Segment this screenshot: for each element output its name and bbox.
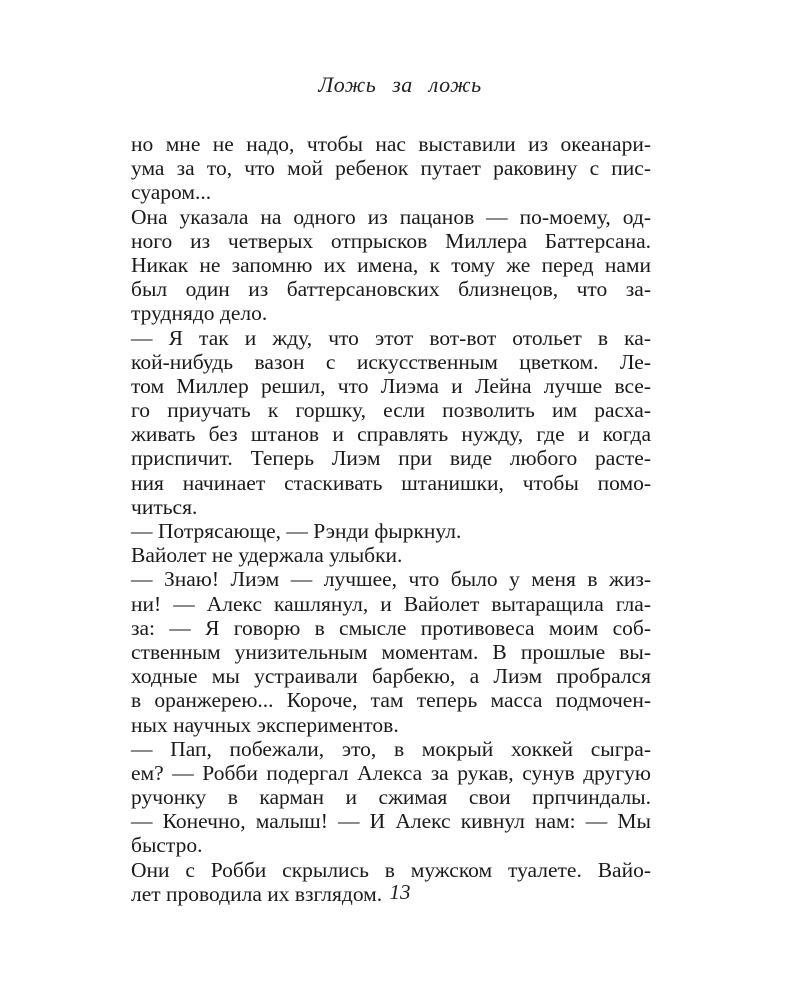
text-line: Они с Робби скрылись в мужском туалете. Вайо- (131, 857, 651, 882)
page-number: 13 (389, 880, 411, 904)
text-line: — Знаю! Лиэм — лучшее, что было у меня в жиз- (131, 567, 651, 592)
text-line: лет проводила их взглядом. (131, 881, 383, 906)
text-line: — Потрясающе, — Рэнди фыркнул. (131, 519, 462, 543)
text-line: ния начинает стаскивать штанишки, чтобы помо- (131, 470, 651, 495)
text-line: кой-нибудь вазон с искусственным цветком. Ле- (131, 349, 651, 374)
text-line: в оранжерею... Короче, там теперь масса подмочен- (131, 688, 651, 713)
text-line: — Я так и жду, что этот вот-вот отольет в ка- (131, 325, 651, 350)
text-line: ем? — Робби подергал Алекса за рукав, сунув другую (131, 760, 651, 785)
text-line: приспичит. Теперь Лиэм при виде любого расте- (131, 446, 651, 471)
text-line: Вайолет не удержала улыбки. (131, 543, 403, 568)
body-text (131, 132, 651, 906)
text-line: ума за то, что мой ребенок путает раковину с пис- (131, 156, 651, 181)
text-line: но мне не надо, чтобы нас выставили из океанари- (131, 132, 651, 156)
text-line: ходные мы устраивали барбекю, а Лиэм пробрался (131, 664, 651, 689)
text-line: суаром... (131, 180, 212, 205)
text-line: ных научных экспериментов. (131, 712, 399, 737)
text-line: за: — Я говорю в смысле противовеса моим соб- (131, 615, 651, 640)
text-line: ручонку в карман и сжимая свои прпчиндалы. (131, 785, 651, 810)
text-line: — Пап, побежали, это, в мокрый хоккей сыгра- (131, 736, 651, 761)
text-line: Она указала на одного из пацанов — по-моему, од- (131, 204, 651, 229)
text-line: ного из четверых отпрысков Миллера Баттерсана. (131, 228, 651, 253)
text-line: том Миллер решил, что Лиэма и Лейна лучше все- (131, 373, 651, 398)
text-line: читься. (131, 494, 198, 519)
running-head: Ложь за ложь (318, 72, 482, 97)
text-line: живать без штанов и справлять нужду, где и когда (131, 422, 651, 447)
text-line: ственным унизительным моментам. В прошлые вы- (131, 639, 651, 664)
text-line: Никак не запомню их имена, к тому же перед нами (131, 252, 651, 277)
text-line: — Конечно, малыш! — И Алекс кивнул нам: — Мы (131, 809, 651, 834)
text-line: был один из баттерсановских близнецов, что за- (131, 277, 651, 302)
text-line: го приучать к горшку, если позволить им расха- (131, 398, 651, 423)
text-line: ни! — Алекс кашлянул, и Вайолет вытаращила гла- (131, 591, 651, 616)
text-line: быстро. (131, 833, 203, 858)
text-line: труднядо дело. (131, 301, 268, 326)
